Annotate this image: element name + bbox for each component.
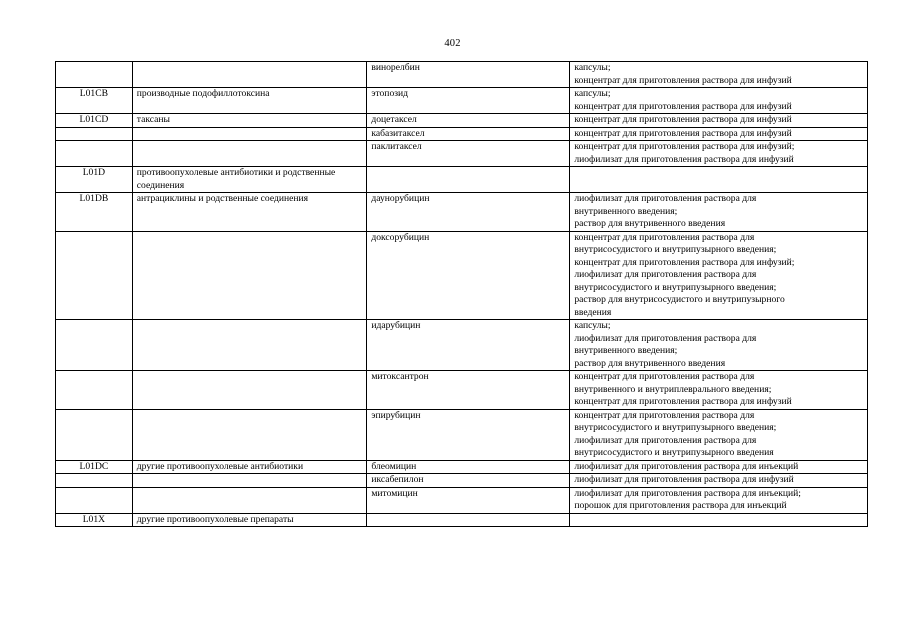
table-row [56,62,868,88]
dosage-form-line: концентрат для приготовления раствора для инфузий; [574,256,795,268]
dosage-forms-cell [570,371,868,410]
drug-name-cell [367,513,570,527]
dosage-forms-cell [570,487,868,513]
dosage-form-line: внутрисосудистого и внутрипузырного введения [574,447,774,458]
dosage-forms-cell [570,114,868,128]
drug-name-cell: иксабепилон [367,474,570,488]
group-name-cell [132,141,367,167]
dosage-form-line: лиофилизат для приготовления раствора для [574,269,757,280]
dosage-form-line: раствор для внутривенного введения [574,218,726,229]
atc-code-cell: L01DC [56,460,133,474]
atc-code-cell [56,474,133,488]
dosage-forms-cell [570,88,868,114]
dosage-forms-cell [570,474,868,488]
atc-code-cell [56,141,133,167]
dosage-form-line: лиофилизат для приготовления раствора для инфузий [574,153,794,165]
dosage-form-line: лиофилизат для приготовления раствора для инъекций; [574,487,801,499]
group-name-cell [132,62,367,88]
atc-code-cell: L01X [56,513,133,527]
atc-code-cell [56,62,133,88]
dosage-form-line: внутрисосудистого и внутрипузырного введения; [574,281,777,293]
dosage-forms-cell [570,167,868,193]
dosage-form-line: введения [574,306,612,318]
group-name-cell [132,127,367,141]
table-row [56,320,868,371]
group-name-cell [132,487,367,513]
page-number: 402 [444,38,461,49]
dosage-forms-cell [570,231,868,320]
group-name-cell [132,320,367,371]
table-row [56,513,868,527]
dosage-form-line: концентрат для приготовления раствора для инфузий [574,74,792,86]
drug-name-cell: кабазитаксел [367,127,570,141]
atc-code-cell: L01D [56,167,133,193]
drug-name-cell: блеомицин [367,460,570,474]
dosage-form-line: внутрисосудистого и внутрипузырного введения; [574,244,777,255]
drug-name-cell: винорелбин [367,62,570,88]
group-name-cell: производные подофиллотоксина [132,88,367,114]
dosage-forms-cell [570,409,868,460]
atc-code-cell: L01CB [56,88,133,114]
drug-name-cell: паклитаксел [367,141,570,167]
dosage-form-line: внутрисосудистого и внутрипузырного введения; [574,422,777,433]
dosage-form-line: раствор для внутривенного введения [574,357,726,369]
dosage-form-line: внутривенного введения; [574,205,678,217]
dosage-form-line: концентрат для приготовления раствора для инфузий [574,127,792,139]
group-name-cell: таксаны [132,114,367,128]
table-row [56,167,868,193]
atc-code-cell [56,320,133,371]
atc-code-cell [56,127,133,141]
table-row [56,474,868,488]
dosage-form-line: концентрат для приготовления раствора для инфузий [574,396,792,407]
table-row [56,127,868,141]
group-name-cell: противоопухолевые антибиотики и родственные соединения [132,167,367,193]
drug-table [55,61,868,527]
dosage-forms-cell [570,513,868,527]
drug-name-cell: доксорубицин [367,231,570,320]
dosage-forms-cell [570,193,868,232]
atc-code-cell: L01CD [56,114,133,128]
drug-name-cell: эпирубицин [367,409,570,460]
group-name-cell [132,231,367,320]
dosage-form-line: раствор для внутрисосудистого и внутрипузырного [574,294,785,305]
group-name-cell [132,371,367,410]
dosage-form-line: концентрат для приготовления раствора для [574,231,755,243]
dosage-form-line: капсулы; [574,88,611,99]
dosage-form-line: концентрат для приготовления раствора для [574,409,755,421]
dosage-form-line: концентрат для приготовления раствора для [574,371,755,382]
atc-code-cell: L01DB [56,193,133,232]
table-body [56,62,868,527]
drug-name-cell [367,167,570,193]
dosage-forms-cell [570,141,868,167]
group-name-cell: антрациклины и родственные соединения [132,193,367,232]
drug-name-cell: даунорубицин [367,193,570,232]
group-name-cell: другие противоопухолевые препараты [132,513,367,527]
drug-name-cell: митоксантрон [367,371,570,410]
dosage-form-line: концентрат для приготовления раствора для инфузий [574,100,792,112]
dosage-forms-cell [570,62,868,88]
dosage-form-line: порошок для приготовления раствора для инъекций [574,500,787,511]
drug-name-cell: доцетаксел [367,114,570,128]
table-row [56,409,868,460]
table-row [56,487,868,513]
group-name-cell [132,409,367,460]
dosage-form-line: лиофилизат для приготовления раствора для [574,332,757,344]
table-row [56,193,868,232]
table-row [56,371,868,410]
dosage-form-line: капсулы; [574,320,611,331]
table-row [56,231,868,320]
dosage-forms-cell [570,127,868,141]
dosage-form-line: лиофилизат для приготовления раствора для инъекций [574,460,799,472]
dosage-form-line: концентрат для приготовления раствора для инфузий [574,114,792,125]
table-row [56,88,868,114]
drug-name-cell: митомицин [367,487,570,513]
atc-code-cell [56,371,133,410]
drug-name-cell: идарубицин [367,320,570,371]
atc-code-cell [56,409,133,460]
atc-code-cell [56,231,133,320]
table-row [56,460,868,474]
dosage-form-line: внутривенного и внутриплеврального введения; [574,383,772,395]
dosage-form-line: капсулы; [574,62,611,73]
dosage-form-line: лиофилизат для приготовления раствора для [574,193,757,204]
table-row [56,141,868,167]
table-row [56,114,868,128]
dosage-forms-cell [570,460,868,474]
drug-name-cell: этопозид [367,88,570,114]
dosage-form-line: внутривенного введения; [574,345,678,356]
dosage-form-line: лиофилизат для приготовления раствора для [574,434,757,446]
dosage-form-line: лиофилизат для приготовления раствора для инфузий [574,474,794,485]
group-name-cell: другие противоопухолевые антибиотики [132,460,367,474]
atc-code-cell [56,487,133,513]
dosage-form-line: концентрат для приготовления раствора для инфузий; [574,141,795,152]
dosage-forms-cell [570,320,868,371]
group-name-cell [132,474,367,488]
